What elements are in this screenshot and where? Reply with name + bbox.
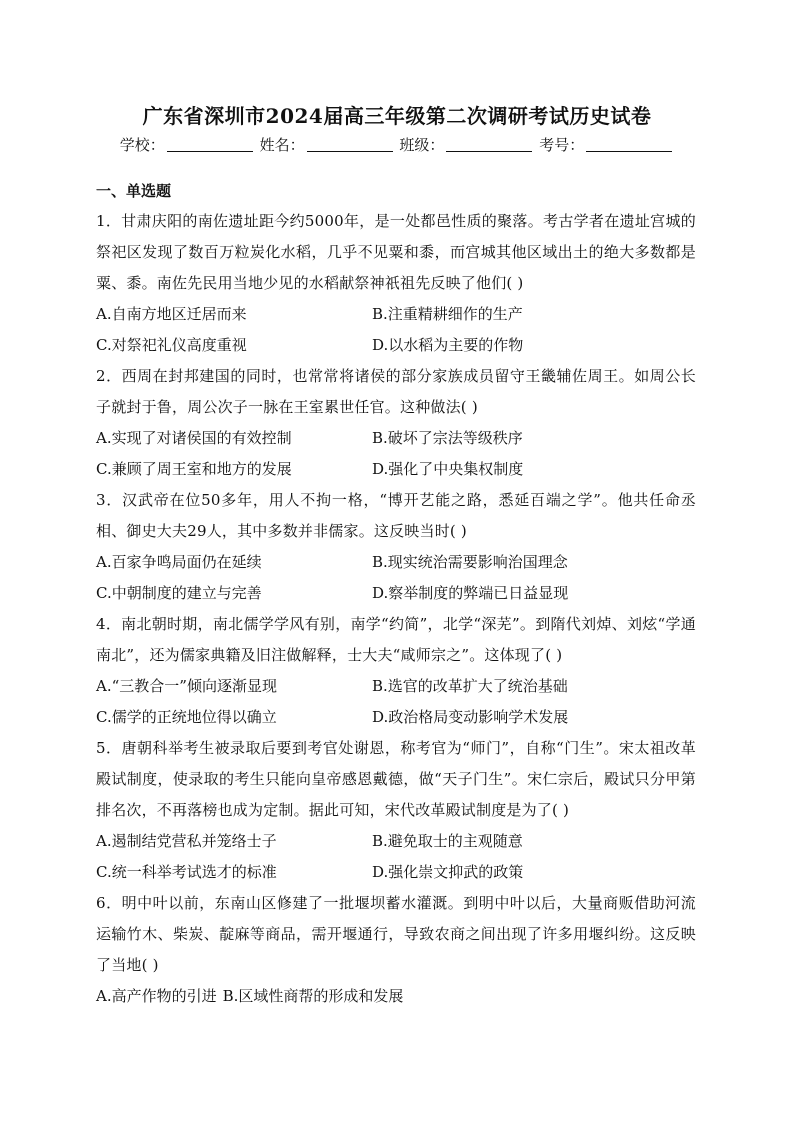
- question-5: [96, 733, 696, 888]
- option-a[interactable]: A.百家争鸣局面仍在延续: [96, 553, 262, 571]
- option-a[interactable]: A.实现了对诸侯国的有效控制: [96, 429, 292, 447]
- option-a[interactable]: A.遏制结党营私并笼络士子: [96, 832, 277, 850]
- option-b[interactable]: B.现实统治需要影响治国理念: [372, 553, 568, 571]
- question-stem: 2．西周在封邦建国的同时，也常常将诸侯的部分家族成员留守王畿辅佐周王。如周公长子就封于鲁，周公次子一脉在王室累世任官。这种做法( ): [96, 367, 696, 416]
- student-info-line: [0, 134, 794, 155]
- option-b[interactable]: B.选官的改革扩大了统治基础: [372, 677, 568, 695]
- question-stem: 5．唐朝科举考生被录取后要到考官处谢恩，称考官为“师门”，自称“门生”。宋太祖改革殿试制度，使录取的考生只能向皇帝感恩戴德，做“天子门生”。宋仁宗后，殿试只分甲第排名次，不再落榜也成为定制。据此可知，宋代改革殿试制度是为了( ): [96, 739, 696, 819]
- question-1: [96, 206, 696, 361]
- option-b[interactable]: B.区域性商帮的形成和发展: [222, 987, 404, 1005]
- exam-title: 广东省深圳市2024届高三年级第二次调研考试历史试卷: [142, 104, 652, 128]
- option-c[interactable]: C.儒学的正统地位得以确立: [96, 708, 277, 726]
- section-heading: 一、单选题: [96, 182, 172, 200]
- question-stem: 4．南北朝时期，南北儒学学风有别，南学“约简”，北学“深芜”。到隋代刘焯、刘炫“学通南北”，还为儒家典籍及旧注做解释，士大夫“咸师宗之”。这体现了( ): [96, 615, 696, 664]
- name-blank[interactable]: [307, 137, 393, 152]
- option-d[interactable]: D.强化崇文抑武的政策: [372, 863, 524, 881]
- question-stem: 6．明中叶以前，东南山区修建了一批堰坝蓄水灌溉。到明中叶以后，大量商贩借助河流运输竹木、柴炭、靛麻等商品，需开堰通行，导致农商之间出现了许多用堰纠纷。这反映了当地( ): [96, 894, 696, 974]
- question-4: [96, 609, 696, 733]
- exam-number-blank[interactable]: [586, 137, 672, 152]
- option-d[interactable]: D.强化了中央集权制度: [372, 460, 524, 478]
- option-d[interactable]: D.政治格局变动影响学术发展: [372, 708, 569, 726]
- name-label: 姓名：: [259, 136, 305, 154]
- exam-content: [96, 176, 696, 1012]
- option-c[interactable]: C.中朝制度的建立与完善: [96, 584, 262, 602]
- option-d[interactable]: D.察举制度的弊端已日益显现: [372, 584, 569, 602]
- option-b[interactable]: B.注重精耕细作的生产: [372, 305, 523, 323]
- question-stem: 1．甘肃庆阳的南佐遗址距今约5000年，是一处都邑性质的聚落。考古学者在遗址宫城的祭祀区发现了数百万粒炭化水稻，几乎不见粟和黍，而宫城其他区域出土的绝大多数都是粟、黍。南佐先民用当地少见的水稻献祭神祇祖先反映了他们( ): [96, 212, 696, 292]
- option-c[interactable]: C.兼顾了周王室和地方的发展: [96, 460, 292, 478]
- school-blank[interactable]: [167, 137, 253, 152]
- question-stem: 3．汉武帝在位50多年，用人不拘一格，“博开艺能之路，悉延百端之学”。他共任命丞相、御史大夫29人，其中多数并非儒家。这反映当时( ): [96, 491, 696, 540]
- option-c[interactable]: C.统一科举考试选才的标准: [96, 863, 277, 881]
- question-3: [96, 485, 696, 609]
- option-c[interactable]: C.对祭祀礼仪高度重视: [96, 336, 247, 354]
- class-blank[interactable]: [446, 137, 532, 152]
- exam-number-label: 考号：: [539, 136, 585, 154]
- option-a[interactable]: A.“三教合一”倾向逐渐显现: [96, 677, 277, 695]
- question-6: [96, 888, 696, 1012]
- question-2: [96, 361, 696, 485]
- option-d[interactable]: D.以水稻为主要的作物: [372, 336, 524, 354]
- option-a[interactable]: A.自南方地区迁居而来: [96, 305, 247, 323]
- option-b[interactable]: B.避免取士的主观随意: [372, 832, 523, 850]
- option-a[interactable]: A.高产作物的引进: [96, 987, 217, 1005]
- school-label: 学校：: [119, 136, 165, 154]
- class-label: 班级：: [399, 136, 445, 154]
- option-b[interactable]: B.破坏了宗法等级秩序: [372, 429, 523, 447]
